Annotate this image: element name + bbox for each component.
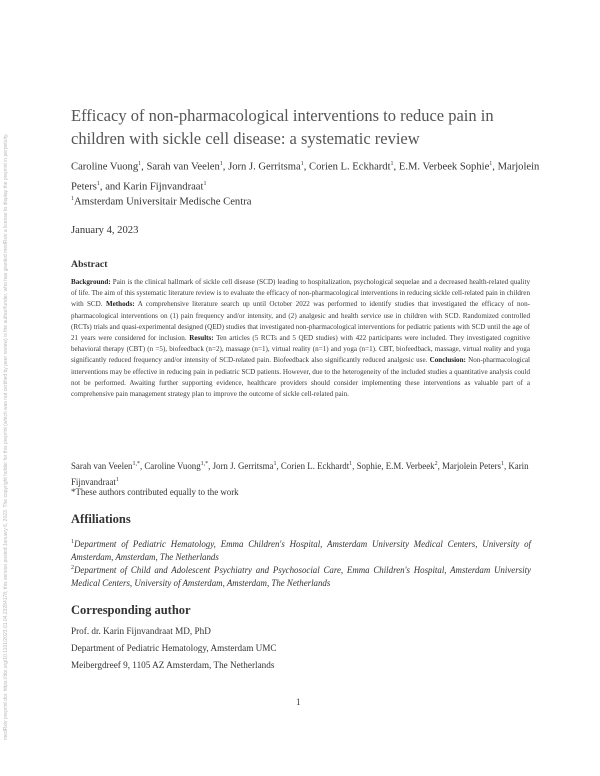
author-name: Sarah van Veelen [146, 161, 220, 173]
methods-text: A comprehensive literature search up until October 2022 was performed to identify studies that investigated the efficacy of non-pharmacological interventions on (1) pain frequency and/or intensity, and (2) analgesic and health service use in children with SCD. Randomized controlled (RCTs) trials and quasi-experimental designed (QED) studies that investigated non-pharmacological interventions for pediatric patients with SCD until the age of 21 years were considered for inclusion. [71, 300, 531, 343]
short-affiliation [71, 196, 251, 208]
author-name: Sarah van Veelen [71, 460, 133, 471]
author-affiliation-sup: 1,* [132, 461, 140, 467]
author-name: Marjolein Peters [442, 460, 501, 471]
author-name: E.M. Verbeek Sophie [398, 161, 490, 173]
author-name: Marjolein Peters [71, 161, 540, 193]
methods-label: Methods: [105, 300, 135, 309]
affiliations-heading: Affiliations [71, 512, 131, 526]
author-separator: , and [99, 181, 124, 193]
author-name: Caroline Vuong [71, 161, 139, 173]
author-separator: , [503, 460, 509, 471]
author-affiliation-sup: 1 [500, 461, 504, 467]
affiliation-item-text: Department of Pediatric Hematology, Emma Children's Hospital, Amsterdam University Medical Centers, University of Amsterdam, Amsterdam, The Netherlands [71, 538, 531, 562]
preprint-sidebar-notice [3, 40, 13, 740]
author-name: Jorn J. Gerritsma [212, 460, 274, 471]
corresponding-name: Prof. dr. Karin Fijnvandraat MD, PhD [71, 626, 211, 636]
author-separator: , [141, 161, 147, 173]
affiliation-item [71, 536, 531, 564]
author-list-secondary [71, 457, 541, 489]
author-name: Karin Fijnvandraat [71, 460, 529, 487]
author-separator: , [492, 161, 498, 173]
abstract-body [71, 277, 530, 400]
author-list [71, 156, 541, 195]
author-affiliation-sup: 1 [96, 180, 100, 187]
author-affiliation-sup: 1 [219, 161, 223, 167]
conclusion-text: Non-pharmacological interventions may be effective in reducing pain in pediatric SCD patients. However, due to the heterogeneity of the included studies a quantitative analysis could not be performed. Awaiting further supporting evidence, healthcare providers should consider implementing these interventions as valuable part of a comprehensive pain management strategy plan to improve the outcome of sickle cell-related pain. [71, 356, 530, 399]
affiliation-item [71, 562, 531, 590]
author-name: Caroline Vuong [144, 460, 201, 471]
author-name: Karin Fijnvandraat [123, 181, 204, 193]
author-separator: , [437, 460, 443, 471]
affiliation-sup: 1 [71, 196, 74, 202]
background-label: Background: [71, 278, 111, 286]
author-separator: , [139, 460, 145, 471]
author-affiliation-sup: 1 [138, 161, 142, 167]
affiliation-item-text: Department of Child and Adolescent Psychiatry and Psychosocial Care, Emma Children's Hospital, Amsterdam University Medical Centers, University of Amsterdam, Amsterdam, The Netherlands [71, 564, 531, 588]
affiliation-item-sup: 2 [71, 565, 74, 571]
corresponding-author-heading: Corresponding author [71, 603, 191, 617]
author-name: Jorn J. Gerritsma [228, 161, 301, 173]
results-text: Ten articles (5 RCTs and 5 QED studies) with 422 participants were included. They investigated cognitive behavioral therapy (CBT) (n =5), biofeedback (n=2), massage (n=1), virtual reality (n=1) and yoga (n=1). CBT, biofeedback, massage, virtual reality and yoga significantly reduced frequency and/or intensity of SCD-related pain. Biofeedback also significantly reduced analgesic use. [71, 334, 531, 365]
corresponding-address: Meibergdreef 9, 1105 AZ Amsterdam, The Netherlands [71, 660, 275, 670]
author-separator: , [303, 161, 310, 173]
author-affiliation-sup: 1 [349, 461, 353, 467]
author-affiliation-sup: 1 [300, 161, 304, 167]
author-separator: , [276, 460, 281, 471]
affiliation-text: Amsterdam Universitair Medische Centra [74, 196, 252, 208]
author-separator: , [393, 161, 399, 173]
author-separator: , [352, 460, 357, 471]
author-separator: , [208, 460, 213, 471]
author-name: Corien L. Eckhardt [280, 460, 350, 471]
author-affiliation-sup: 1 [115, 476, 119, 483]
author-affiliation-sup: 2 [434, 461, 438, 467]
page-number: 1 [296, 697, 301, 707]
paper-date: January 4, 2023 [71, 225, 139, 236]
sidebar-text: medRxiv preprint doi: https://doi.org/10.1101/2023.01.04.23284178; this version posted January 6, 2023. The copyright holder for this preprint (which was not certified by peer review) is the author/funder, who has granted medRxiv a license to display the preprint in perpetuity. [3, 133, 9, 740]
author-name: Corien L. Eckhardt [309, 161, 391, 173]
abstract-heading: Abstract [71, 259, 108, 270]
affiliation-item-sup: 1 [71, 539, 74, 545]
conclusion-label: Conclusion: [429, 356, 466, 365]
author-separator: , [222, 161, 229, 173]
equal-contribution-note: *These authors contributed equally to the work [71, 487, 239, 497]
author-affiliation-sup: 1 [390, 161, 394, 167]
author-affiliation-sup: 1 [489, 161, 493, 167]
results-label: Results: [189, 334, 214, 343]
author-affiliation-sup: 1 [203, 180, 207, 187]
author-affiliation-sup: 1,* [200, 461, 209, 467]
author-affiliation-sup: 1 [273, 461, 277, 467]
paper-title: Efficacy of non-pharmacological interventions to reduce pain in children with sickle cell disease: a systematic review [71, 106, 494, 148]
background-text: Pain is the clinical hallmark of sickle cell disease (SCD) leading to hospitalization, psychological sequelae and a decreased health-related quality of life. The aim of this systematic literature review is to evaluate the efficacy of non-pharmacological interventions in reducing sickle cell-related pain in children with SCD. [71, 278, 530, 309]
corresponding-department: Department of Pediatric Hematology, Amsterdam UMC [71, 643, 277, 653]
author-name: Sophie, E.M. Verbeek [356, 460, 435, 471]
